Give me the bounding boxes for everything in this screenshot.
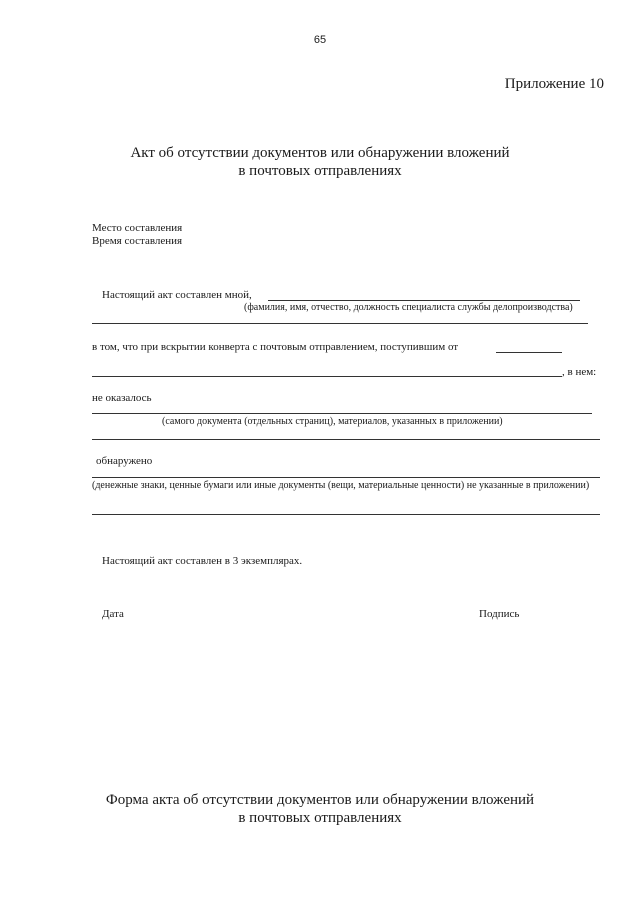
missing-label: не оказалось <box>92 392 152 404</box>
name-continuation-line <box>92 323 588 324</box>
document-title-line-2: в почтовых отправлениях <box>238 163 402 179</box>
found-caption: (денежные знаки, ценные бумаги или иные документы (вещи, материальные ценности) не указанные в приложении) <box>92 480 590 491</box>
act-compiled-label: Настоящий акт составлен мной, <box>102 289 252 301</box>
form-title-line-1: Форма акта об отсутствии документов или обнаружении вложений <box>105 792 535 808</box>
copies-text: Настоящий акт составлен в 3 экземплярах. <box>102 555 303 567</box>
document-title <box>0 144 640 180</box>
form-title <box>0 791 640 827</box>
found-continuation-line <box>92 514 600 515</box>
time-label: Время составления <box>92 235 183 247</box>
form-title-line-2: в почтовых отправлениях <box>238 810 402 826</box>
envelope-text: в том, что при вскрытии конверта с почтовым отправлением, поступившим от <box>92 341 459 353</box>
missing-continuation-line <box>92 439 600 440</box>
in-it-text: , в нем: <box>562 366 597 378</box>
date-label: Дата <box>102 608 124 620</box>
missing-line <box>92 413 592 414</box>
appendix-label: Приложение 10 <box>504 76 604 92</box>
signature-label: Подпись <box>479 608 520 620</box>
sender-line <box>496 352 562 353</box>
name-line <box>268 300 580 301</box>
sender-continuation-line <box>92 376 562 377</box>
document-title-line-1: Акт об отсутствии документов или обнаружении вложений <box>130 145 510 161</box>
found-line <box>92 477 600 478</box>
missing-caption: (самого документа (отдельных страниц), материалов, указанных в приложении) <box>162 416 503 427</box>
name-caption: (фамилия, имя, отчество, должность специалиста службы делопроизводства) <box>244 302 573 313</box>
found-label: обнаружено <box>96 455 153 467</box>
place-label: Место составления <box>92 222 183 234</box>
page-number: 65 <box>313 34 327 46</box>
